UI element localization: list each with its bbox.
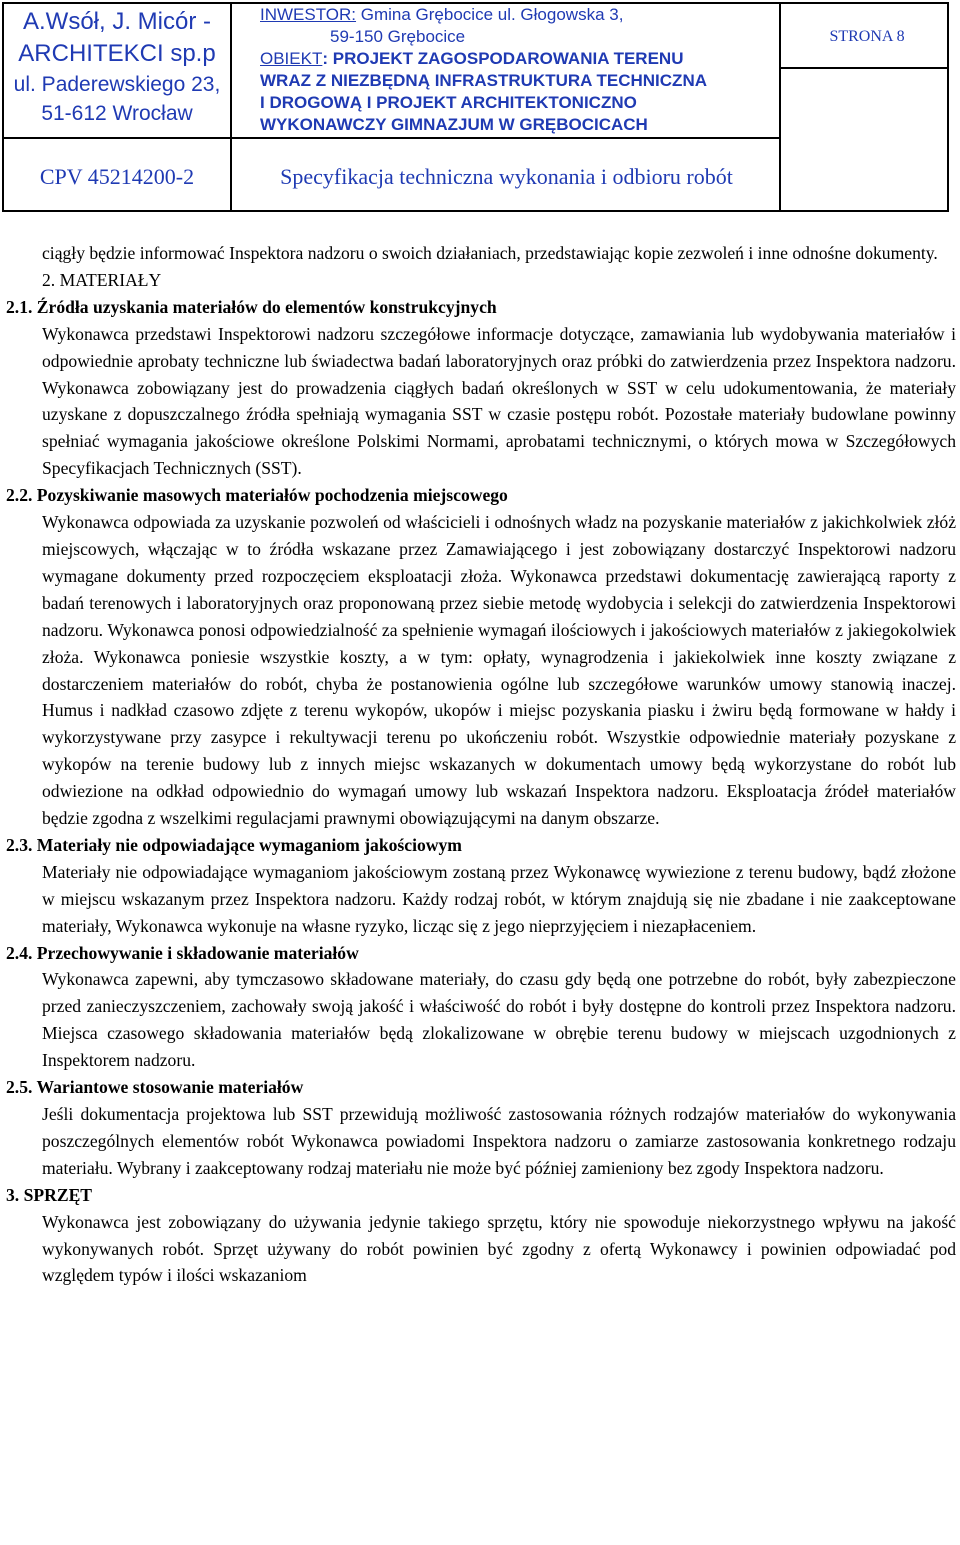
investor-label: INWESTOR: <box>260 5 357 24</box>
document-body <box>6 240 956 1289</box>
paragraph-3: Wykonawca jest zobowiązany do używania jedynie takiego sprzętu, który nie spowoduje niekorzystnego wpływu na jakość wykonywanych robót. Sprzęt używany do robót powinien być zgodny z ofertą Wykonawcy i powinien odpowiadać pod względem typów i ilości wskazaniom <box>42 1211 956 1286</box>
investor-value: Gmina Grębocice ul. Głogowska 3, <box>356 5 624 24</box>
investor-address: 59-150 Grębocice <box>330 27 466 46</box>
subsection-heading-2-3: 2.3. Materiały nie odpowiadające wymaganiom jakościowym <box>6 834 462 855</box>
company-name-line2: ARCHITEKCI sp.p <box>18 40 216 67</box>
object-line <box>260 48 779 70</box>
paragraph-2-1: Wykonawca przedstawi Inspektorowi nadzoru szczegółowe informacje dotyczące, zamawiania lub wydobywania materiałów i odpowiednie aprobaty techniczne lub świadectwa badań laboratoryjnych oraz próbki do zatwierdzenia przez Inspektora nadzoru. Wykonawca zobowiązany jest do prowadzenia ciągłych badań określonych w SST w celu udokumentowania, że materiały uzyskane z dopuszczalnego źródła spełniają wymagania SST w czasie postępu robót. Pozostałe materiały budowlane powinny spełniać wymagania jakościowe określone Polskimi Normami, aprobatami technicznymi, o których mowa w Szczegółowych Specyfikacjach Technicznych (SST). <box>42 323 956 479</box>
paragraph-2-3: Materiały nie odpowiadające wymaganiom jakościowym zostaną przez Wykonawcę wywiezione z terenu budowy, bądź złożone w miejscu wskazanym przez Inspektora nadzoru. Każdy rodzaj robót, w którym znajdują się nie zbadane i nie zaakceptowane materiały, Wykonawca wykonuje na własne ryzyko, licząc się z jego nieprzyjęciem i niezapłaceniem. <box>42 861 956 936</box>
intro-paragraph: ciągły będzie informować Inspektora nadzoru o swoich działaniach, przedstawiając kopie zezwoleń i inne odnośne dokumenty. <box>42 243 938 263</box>
subsection-heading-2-2: 2.2. Pozyskiwanie masowych materiałów pochodzenia miejscowego <box>6 485 508 506</box>
subsection-heading-2-1: 2.1. Źródła uzyskania materiałów do elementów konstrukcyjnych <box>6 296 497 317</box>
cpv-code: CPV 45214200-2 <box>39 164 195 189</box>
header-divider <box>230 4 232 210</box>
section-heading-materials: 2. MATERIAŁY <box>42 269 162 290</box>
paragraph-2-4: Wykonawca zapewni, aby tymczasowo składowane materiały, do czasu gdy będą one potrzebne do robót, były zabezpieczone przed zanieczyszczeniem, zachowały swoją jakość i właściwość do robót i były dostępne do kontroli przez Inspektora nadzoru. Miejsca czasowego składowania materiałów będą zlokalizowane w obrębie terenu budowy w miejscach uzgodnionych z Inspektorem nadzoru. <box>42 969 956 1071</box>
object-value: : PROJEKT ZAGOSPODAROWANIA TERENU <box>322 49 684 68</box>
object-label: OBIEKT <box>260 49 323 68</box>
section-heading-equipment: 3. SPRZĘT <box>6 1184 93 1205</box>
investor-line <box>260 4 779 26</box>
header-divider <box>779 4 781 210</box>
paragraph-2-5: Jeśli dokumentacja projektowa lub SST przewidują możliwość zastosowania różnych rodzajów materiałów do wykonywania poszczególnych elementów robót Wykonawca powiadomi Inspektora nadzoru o zamiarze zastosowania konkretnego rodzaju materiału. Wybrany i zaakceptowany rodzaj materiału nie może być później zamieniony bez zgody Inspektora nadzoru. <box>42 1104 956 1178</box>
company-block <box>4 4 230 141</box>
company-city: 51-612 Wrocław <box>41 102 193 125</box>
project-block <box>234 4 779 139</box>
paragraph-2-2: Wykonawca odpowiada za uzyskanie pozwoleń od właścicieli i odnośnych władz na pozyskanie materiałów z jakichkolwiek złóż miejscowych, włączając w to źródła wskazane przez Zamawiającego i jest zobowiązany dostarczyć Inspektorowi nadzoru wymagane dokumenty przed rozpoczęciem eksploatacji złoża. Wykonawca przedstawi dokumentację zawierającą raporty z badań terenowych i laboratoryjnych oraz proponowaną przez siebie metodę wydobycia i selekcji do zatwierdzenia Inspektorowi nadzoru. Wykonawca ponosi odpowiedzialność za spełnienie wymagań ilościowych i jakościowych materiałów z jakiegokolwiek złoża. Wykonawca poniesie wszystkie koszty, a w tym: opłaty, wynagrodzenia i jakiekolwiek inne koszty związane z dostarczeniem materiałów do robót, chyba że postanowienia ogólne lub szczegółowe warunków umowy stanowią inaczej. Humus i nadkład czasowo zdjęte z terenu wykopów, ukopów i miejsc pozyskania piasku i żwiru będą formowane w hałdy i wykorzystywane przy zasypce i rekultywacji terenu po ukończeniu robót. Wszystkie odpowiednie materiały pozyskane z wykopów na terenie budowy lub z innych miejsc wskazanych w dokumentach umowy będą wykorzystane do robót lub odwiezione na odkład odpowiednio do wymagań umowy lub wskazań Inspektora nadzoru. Eksploatacja źródeł materiałów będzie zgodna z wszelkimi regulacjami prawnymi obowiązującymi na danym obszarze. <box>42 512 956 829</box>
company-street: ul. Paderewskiego 23, <box>13 73 221 96</box>
object-line-4: WYKONAWCZY GIMNAZJUM W GRĘBOCICACH <box>260 115 648 134</box>
company-name-line1: A.Wsół, J. Micór - <box>22 8 211 35</box>
object-line-3: I DROGOWĄ I PROJEKT ARCHITEKTONICZNO <box>260 93 637 112</box>
object-line-2: WRAZ Z NIEZBĘDNĄ INFRASTRUKTURA TECHNICZNA <box>260 71 707 90</box>
subsection-heading-2-4: 2.4. Przechowywanie i składowanie materiałów <box>6 942 359 963</box>
document-header <box>2 2 949 212</box>
subsection-heading-2-5: 2.5. Wariantowe stosowanie materiałów <box>6 1077 304 1098</box>
page-number: STRONA 8 <box>829 28 905 45</box>
spec-title: Specyfikacja techniczna wykonania i odbioru robót <box>280 164 733 189</box>
